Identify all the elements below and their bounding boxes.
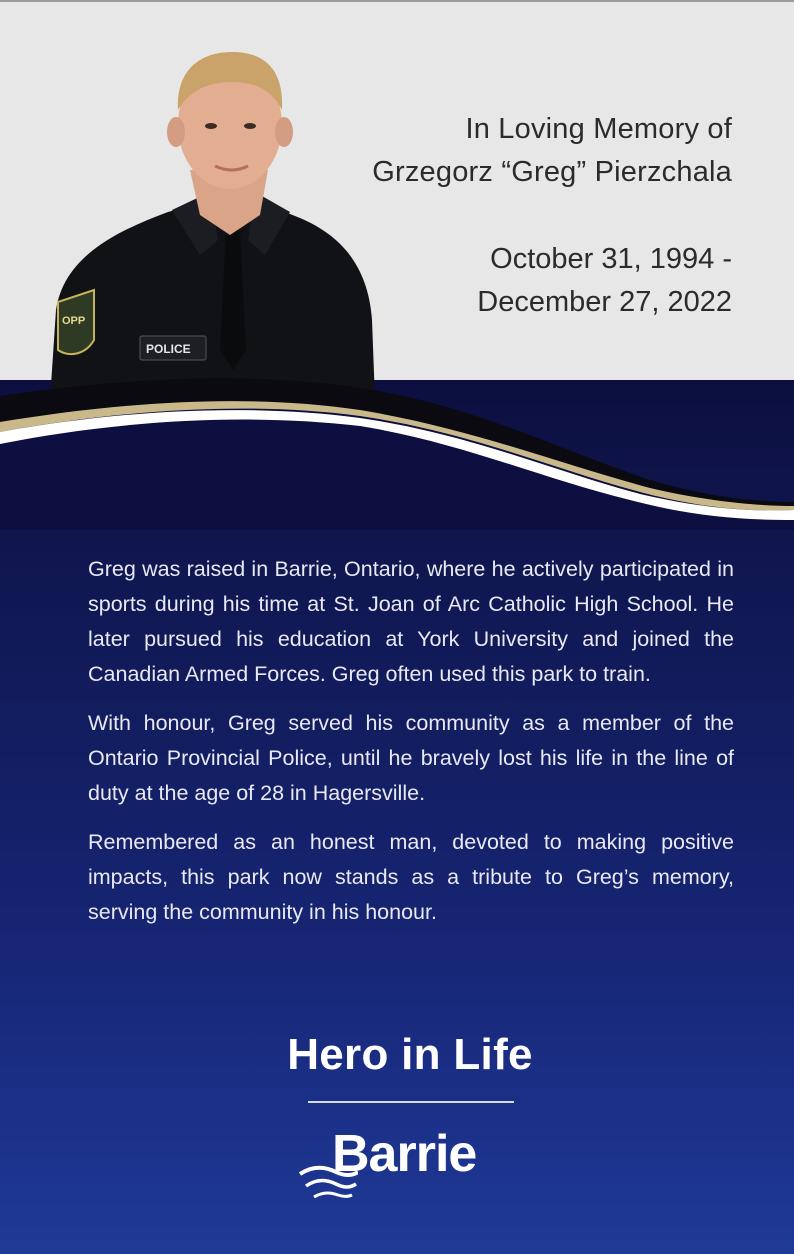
bio-paragraph-1: Greg was raised in Barrie, Ontario, where he actively participated in sports during his time at St. Joan of Arc Catholic High School. He later pursued his education at York University and joined the Canadian Armed Forces. Greg often used this park to train. <box>88 557 734 686</box>
svg-text:OPP: OPP <box>62 315 86 327</box>
bio-paragraph-2: With honour, Greg served his community as a member of the Ontario Provincial Police, until he bravely lost his life in the line of duty at the age of 28 in Hagersville. <box>88 711 734 805</box>
decorative-wave <box>0 360 794 530</box>
top-border <box>0 0 794 2</box>
police-badge <box>140 336 206 360</box>
heading-line-1: In Loving Memory of <box>465 113 732 145</box>
logo-wordmark: Barrie <box>332 1125 477 1183</box>
honoree-name: Grzegorz “Greg” Pierzchala <box>372 156 732 188</box>
hero-in-life-title: Hero in Life <box>287 1030 533 1079</box>
svg-text:POLICE: POLICE <box>146 342 191 356</box>
memorial-heading <box>372 108 732 194</box>
officer-portrait <box>50 40 380 400</box>
life-dates <box>477 238 732 324</box>
opp-patch-icon <box>58 290 94 354</box>
death-date: December 27, 2022 <box>477 286 732 318</box>
birth-date: October 31, 1994 - <box>490 243 732 275</box>
biography <box>88 552 734 944</box>
barrie-logo <box>298 1122 518 1202</box>
bio-paragraph-3: Remembered as an honest man, devoted to making positive impacts, this park now stands as a tribute to Greg’s memory, serving the community in his honour. <box>88 830 734 924</box>
title-divider <box>308 1101 514 1103</box>
